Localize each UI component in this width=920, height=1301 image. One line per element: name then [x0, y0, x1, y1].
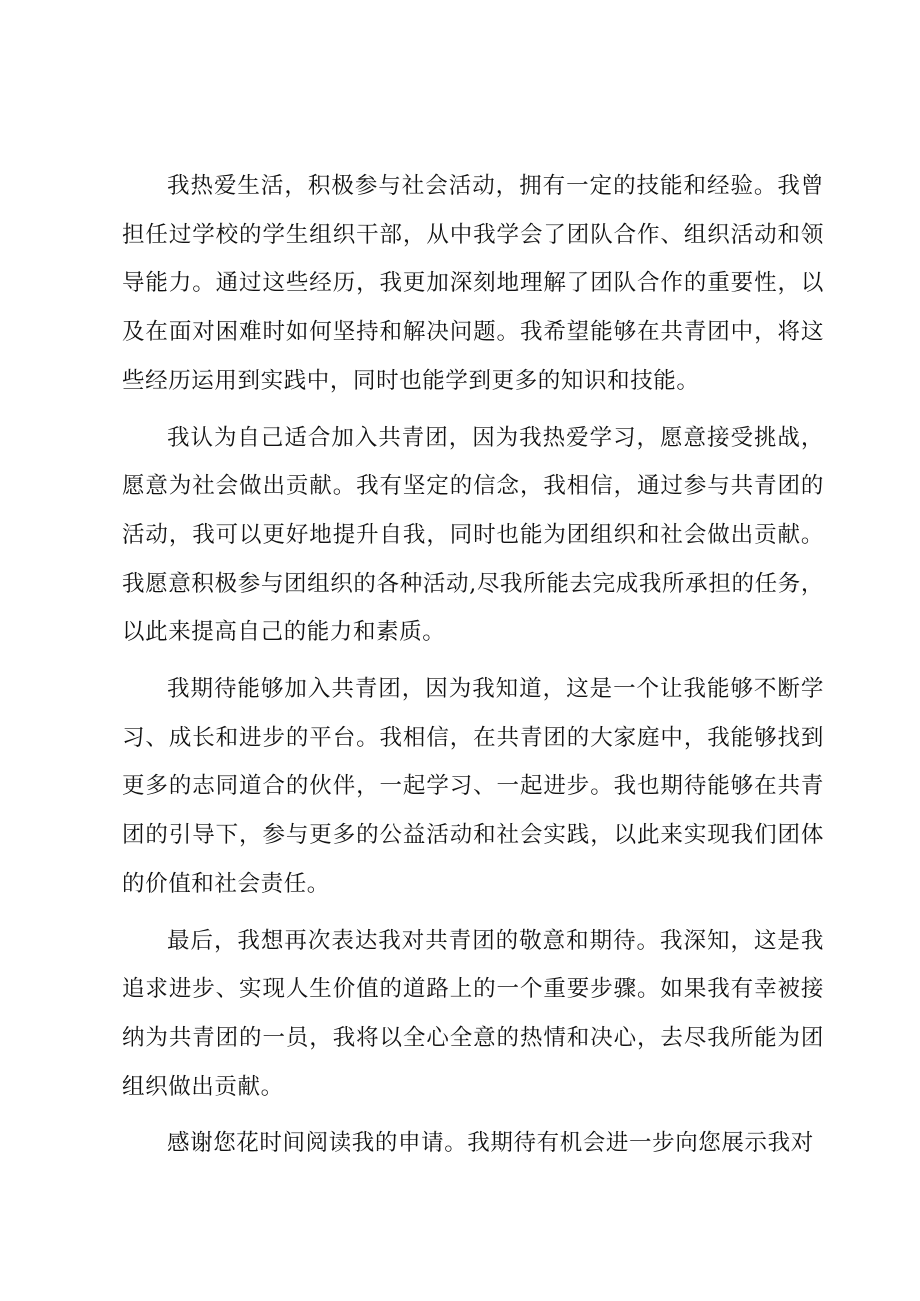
paragraph-thanks: 感谢您花时间阅读我的申请。我期待有机会进一步向您展示我对 — [167, 1130, 814, 1157]
paragraph-expectation: 我期待能够加入共青团，因为我知道，这是一个让我能够不断学习、成长和进步的平台。我相信，在共青团的大家庭中，我能够找到更多的志同道合的伙伴，一起学习、一起进步。我也期待能够在共青团的引导下，参与更多的公益活动和社会实践，以此来实现我们团体的价值和社会责任。 — [122, 676, 824, 897]
paragraph-suitability: 我认为自己适合加入共青团，因为我热爱学习，愿意接受挑战，愿意为社会做出贡献。我有坚定的信念，我相信，通过参与共青团的活动，我可以更好地提升自我，同时也能为团组织和社会做出贡献。我愿意积极参与团组织的各种活动,尽我所能去完成我所承担的任务，以此来提高自己的能力和素质。 — [122, 424, 824, 646]
paragraph-conclusion: 最后，我想再次表达我对共青团的敬意和期待。我深知，这是我追求进步、实现人生价值的道路上的一个重要步骤。如果我有幸被接纳为共青团的一员，我将以全心全意的热情和决心，去尽我所能为团组织做出贡献。 — [122, 927, 824, 1100]
document-body — [122, 162, 824, 1176]
paragraph-experience: 我热爱生活，积极参与社会活动，拥有一定的技能和经验。我曾担任过学校的学生组织干部，从中我学会了团队合作、组织活动和领导能力。通过这些经历，我更加深刻地理解了团队合作的重要性，以及在面对困难时如何坚持和解决问题。我希望能够在共青团中，将这些经历运用到实践中，同时也能学到更多的知识和技能。 — [122, 173, 824, 394]
